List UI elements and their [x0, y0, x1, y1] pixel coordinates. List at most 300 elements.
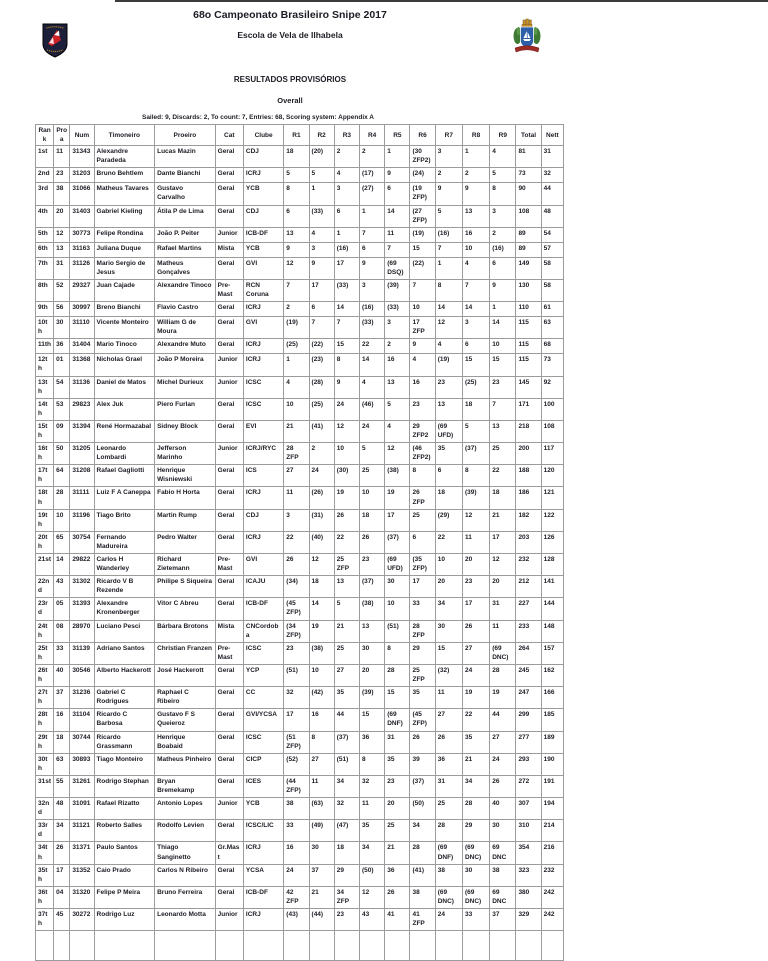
cell-rank: 23rd — [36, 598, 54, 620]
cell-proeiro: Átila P de Lima — [155, 205, 216, 227]
cell-rank: 37th — [36, 909, 54, 931]
cell-clube: ICAJU — [243, 576, 283, 598]
cell-r7: 3 — [435, 146, 462, 168]
cell-r2: 10 — [309, 664, 334, 686]
cell-r6: 29 — [410, 642, 435, 664]
cell-nett: 148 — [541, 620, 563, 642]
cell-r5: 31 — [385, 731, 410, 753]
cell-rank: 21st — [36, 554, 54, 576]
cell-proeiro: William G de Moura — [155, 317, 216, 339]
cell-r2: (26) — [309, 487, 334, 509]
cell-cat: Junior — [215, 376, 243, 398]
cell-proa: 34 — [54, 820, 70, 842]
cell-proa: 43 — [54, 576, 70, 598]
cell-r3: 35 — [334, 687, 359, 709]
table-row — [36, 317, 564, 339]
cell-proeiro: Henrique Wisniewski — [155, 465, 216, 487]
cell-r1: 3 — [284, 509, 309, 531]
cell-clube: YCB — [243, 242, 283, 257]
cell-rank: 30th — [36, 753, 54, 775]
cell-r5: 16 — [385, 354, 410, 376]
cell-r9: 14 — [490, 317, 516, 339]
cell-cat: Geral — [215, 753, 243, 775]
cell-cat: Geral — [215, 146, 243, 168]
cell-r8: 20 — [462, 554, 489, 576]
cell-r2: (41) — [309, 420, 334, 442]
cell-r2 — [309, 931, 334, 961]
cell-r4: 3 — [360, 279, 385, 301]
cell-timoneiro: Alex Juk — [94, 398, 155, 420]
cell-total: 212 — [516, 576, 541, 598]
cell-rank: 24th — [36, 620, 54, 642]
cell-timoneiro: Paulo Santos — [94, 842, 155, 864]
cell-proa: 65 — [54, 531, 70, 553]
cell-r2: (23) — [309, 354, 334, 376]
cell-r8: 11 — [462, 531, 489, 553]
table-header-row — [36, 125, 564, 146]
cell-nett: 54 — [541, 227, 563, 242]
cell-num: 30754 — [70, 531, 94, 553]
cell-r4: 11 — [360, 798, 385, 820]
table-row — [36, 753, 564, 775]
table-row — [36, 487, 564, 509]
cell-r1: 16 — [284, 842, 309, 864]
cell-proeiro: Fabio H Horta — [155, 487, 216, 509]
cell-total: 81 — [516, 146, 541, 168]
cell-r4: 15 — [360, 709, 385, 731]
cell-clube: ICRJ — [243, 487, 283, 509]
cell-total: 232 — [516, 554, 541, 576]
cell-proeiro: Gustavo F S Queieroz — [155, 709, 216, 731]
cell-r9: 18 — [490, 487, 516, 509]
cell-r6: 38 — [410, 886, 435, 908]
cell-r4: (33) — [360, 317, 385, 339]
cell-r1: (44 ZFP) — [284, 775, 309, 797]
cell-total: 227 — [516, 598, 541, 620]
cell-proeiro: Philipe S Siqueira — [155, 576, 216, 598]
cell-r1: 26 — [284, 554, 309, 576]
cell-r6: 17 ZFP — [410, 317, 435, 339]
cell-cat: Mista — [215, 620, 243, 642]
cell-num: 31343 — [70, 146, 94, 168]
cell-total: 200 — [516, 443, 541, 465]
cell-cat: Geral — [215, 775, 243, 797]
cell-timoneiro: Alexandre Paradeda — [94, 146, 155, 168]
cell-r7: (69 UFD) — [435, 420, 462, 442]
page-top-edge-line — [115, 0, 768, 2]
cell-r8: 2 — [462, 168, 489, 183]
cell-r1: 6 — [284, 205, 309, 227]
cell-r7: 27 — [435, 709, 462, 731]
cell-clube: ICSC/LIC — [243, 820, 283, 842]
cell-nett: 214 — [541, 820, 563, 842]
cell-r1: (34 ZFP) — [284, 620, 309, 642]
column-header-r5: R5 — [385, 125, 410, 146]
cell-timoneiro: Tiago Monteiro — [94, 753, 155, 775]
cell-proeiro: Rodolfo Levien — [155, 820, 216, 842]
cell-r3: 23 — [334, 909, 359, 931]
cell-r7: 28 — [435, 820, 462, 842]
cell-r2: 11 — [309, 775, 334, 797]
cell-r7: 1 — [435, 257, 462, 279]
cell-proa: 52 — [54, 279, 70, 301]
column-header-clube: Clube — [243, 125, 283, 146]
cell-proeiro: Alexandre Muto — [155, 339, 216, 354]
cell-r6: (50) — [410, 798, 435, 820]
cell-num: 31111 — [70, 487, 94, 509]
cell-r8: 26 — [462, 620, 489, 642]
cell-r8: (69 DNC) — [462, 842, 489, 864]
cell-proa: 16 — [54, 709, 70, 731]
cell-r2: 37 — [309, 864, 334, 886]
cell-r4: 22 — [360, 339, 385, 354]
cell-rank: 32nd — [36, 798, 54, 820]
cell-r2: 24 — [309, 465, 334, 487]
cell-clube: ICRJ/RYC — [243, 443, 283, 465]
cell-r7: 12 — [435, 317, 462, 339]
cell-nett: 68 — [541, 339, 563, 354]
cell-r8: 18 — [462, 398, 489, 420]
cell-proa: 26 — [54, 842, 70, 864]
cell-r1: 38 — [284, 798, 309, 820]
cell-r4: 25 — [360, 465, 385, 487]
column-header-proa: Proa — [54, 125, 70, 146]
cell-total: 73 — [516, 168, 541, 183]
cell-rank: 9th — [36, 302, 54, 317]
cell-proa: 45 — [54, 909, 70, 931]
cell-cat: Geral — [215, 168, 243, 183]
table-row — [36, 576, 564, 598]
cell-nett: 126 — [541, 531, 563, 553]
cell-total: 130 — [516, 279, 541, 301]
cell-rank: 20th — [36, 531, 54, 553]
table-row — [36, 598, 564, 620]
cell-proeiro: Richard Zietemann — [155, 554, 216, 576]
cell-timoneiro: Bruno Behtlem — [94, 168, 155, 183]
cell-timoneiro: Luiz F A Caneppa — [94, 487, 155, 509]
cell-r9: 69 DNC — [490, 842, 516, 864]
cell-r3: 24 — [334, 398, 359, 420]
cell-r5: 14 — [385, 205, 410, 227]
column-header-r7: R7 — [435, 125, 462, 146]
cell-total: 115 — [516, 339, 541, 354]
cell-clube: YCSA — [243, 864, 283, 886]
cell-r6: (19) — [410, 227, 435, 242]
column-header-timoneiro: Timoneiro — [94, 125, 155, 146]
cell-r3: 7 — [334, 317, 359, 339]
cell-clube: CNCordoba — [243, 620, 283, 642]
cell-r8: 1 — [462, 146, 489, 168]
cell-total: 329 — [516, 909, 541, 931]
cell-num: 30546 — [70, 664, 94, 686]
cell-r3: 2 — [334, 146, 359, 168]
cell-clube: ICSC — [243, 398, 283, 420]
cell-num — [70, 931, 94, 961]
cell-rank: 16th — [36, 443, 54, 465]
cell-r6: 41 ZFP — [410, 909, 435, 931]
cell-total: 380 — [516, 886, 541, 908]
cell-r6: 28 ZFP — [410, 620, 435, 642]
cell-proa: 64 — [54, 465, 70, 487]
cell-cat: Geral — [215, 709, 243, 731]
cell-r7: 2 — [435, 168, 462, 183]
cell-clube: ICS — [243, 465, 283, 487]
cell-r6: (19 ZFP) — [410, 183, 435, 205]
cell-r9: 22 — [490, 465, 516, 487]
cell-rank: 26th — [36, 664, 54, 686]
cell-r9: 21 — [490, 509, 516, 531]
cell-r8: 3 — [462, 317, 489, 339]
cell-timoneiro: Fernando Madureira — [94, 531, 155, 553]
cell-nett: 32 — [541, 168, 563, 183]
cell-r1: (25) — [284, 339, 309, 354]
cell-r4: 8 — [360, 753, 385, 775]
cell-r3: 34 ZFP — [334, 886, 359, 908]
cell-proa: 10 — [54, 509, 70, 531]
cell-r8: 23 — [462, 576, 489, 598]
cell-r8: 8 — [462, 465, 489, 487]
cell-r7: 25 — [435, 798, 462, 820]
cell-proeiro: Henrique Boabaid — [155, 731, 216, 753]
column-header-r4: R4 — [360, 125, 385, 146]
cell-r5: 35 — [385, 753, 410, 775]
cell-r8: (25) — [462, 376, 489, 398]
cell-r4: 10 — [360, 487, 385, 509]
cell-r6: 9 — [410, 339, 435, 354]
cell-r4: 5 — [360, 443, 385, 465]
cell-cat: Gr.Mast — [215, 842, 243, 864]
cell-r1: 9 — [284, 242, 309, 257]
cell-r4: (16) — [360, 302, 385, 317]
cell-r4: 35 — [360, 820, 385, 842]
cell-r6: 28 — [410, 842, 435, 864]
cell-rank: 4th — [36, 205, 54, 227]
table-row — [36, 509, 564, 531]
cell-r6 — [410, 931, 435, 961]
cell-r4: 13 — [360, 620, 385, 642]
cell-r4: 34 — [360, 842, 385, 864]
cell-cat: Geral — [215, 183, 243, 205]
cell-proeiro: Lucas Mazin — [155, 146, 216, 168]
cell-cat: Geral — [215, 598, 243, 620]
cell-num: 31121 — [70, 820, 94, 842]
cell-timoneiro: Rodrigo Luz — [94, 909, 155, 931]
cell-cat: Mista — [215, 242, 243, 257]
cell-proeiro: Rafael Martins — [155, 242, 216, 257]
cell-r5: (39) — [385, 279, 410, 301]
cell-r2: (31) — [309, 509, 334, 531]
table-row — [36, 227, 564, 242]
cell-timoneiro: Luciano Pesci — [94, 620, 155, 642]
cell-r1: 24 — [284, 864, 309, 886]
cell-num: 31104 — [70, 709, 94, 731]
cell-rank: 3rd — [36, 183, 54, 205]
cell-r3: 14 — [334, 302, 359, 317]
cell-proa: 40 — [54, 664, 70, 686]
cell-r5: 28 — [385, 664, 410, 686]
cell-cat: Junior — [215, 227, 243, 242]
cell-r6: (45 ZFP) — [410, 709, 435, 731]
cell-nett: 128 — [541, 554, 563, 576]
cell-r1: 10 — [284, 398, 309, 420]
cell-r5: 8 — [385, 642, 410, 664]
cell-clube: ICES — [243, 775, 283, 797]
cell-r2: 5 — [309, 168, 334, 183]
cell-nett: 242 — [541, 909, 563, 931]
cell-r3: 9 — [334, 376, 359, 398]
cell-clube: ICB-DF — [243, 227, 283, 242]
cell-r4: 2 — [360, 146, 385, 168]
cell-r2: (38) — [309, 642, 334, 664]
cell-r2: (63) — [309, 798, 334, 820]
cell-r8: 22 — [462, 709, 489, 731]
cell-r9: (69 DNC) — [490, 642, 516, 664]
table-row — [36, 886, 564, 908]
cell-r9: 17 — [490, 531, 516, 553]
cell-r7: 7 — [435, 242, 462, 257]
cell-proeiro: Sidney Block — [155, 420, 216, 442]
cell-rank: 34th — [36, 842, 54, 864]
cell-clube: GVI — [243, 554, 283, 576]
column-header-num: Num — [70, 125, 94, 146]
cell-r8: 12 — [462, 509, 489, 531]
cell-rank: 7th — [36, 257, 54, 279]
cell-r4: 36 — [360, 731, 385, 753]
cell-clube: GVI/YCSA — [243, 709, 283, 731]
cell-proeiro: Matheus Gonçalves — [155, 257, 216, 279]
cell-r8: (39) — [462, 487, 489, 509]
cell-r4 — [360, 931, 385, 961]
cell-r2: (49) — [309, 820, 334, 842]
cell-r5: (69 UFD) — [385, 554, 410, 576]
cell-nett: 31 — [541, 146, 563, 168]
cell-r7: 6 — [435, 465, 462, 487]
cell-proa: 01 — [54, 354, 70, 376]
cell-r3: 19 — [334, 487, 359, 509]
cell-r9: 69 DNC — [490, 886, 516, 908]
cell-rank: 17th — [36, 465, 54, 487]
cell-r2: (40) — [309, 531, 334, 553]
cell-num: 31320 — [70, 886, 94, 908]
cell-nett: 189 — [541, 731, 563, 753]
cell-r4: 30 — [360, 642, 385, 664]
cell-r2: (28) — [309, 376, 334, 398]
cell-cat: Pre-Mast — [215, 279, 243, 301]
cell-r6: (37) — [410, 775, 435, 797]
cell-total: 354 — [516, 842, 541, 864]
cell-r7: 8 — [435, 279, 462, 301]
table-row — [36, 354, 564, 376]
cell-r4: 26 — [360, 531, 385, 553]
cell-proa: 30 — [54, 317, 70, 339]
cell-r5: 26 — [385, 886, 410, 908]
cell-r7: 26 — [435, 731, 462, 753]
cell-clube: GVI — [243, 317, 283, 339]
cell-nett: 57 — [541, 242, 563, 257]
cell-r8: 30 — [462, 864, 489, 886]
cell-r9: 11 — [490, 620, 516, 642]
cell-cat: Geral — [215, 398, 243, 420]
cell-r3: 13 — [334, 576, 359, 598]
cell-r6: (22) — [410, 257, 435, 279]
cell-timoneiro: Breno Bianchi — [94, 302, 155, 317]
cell-r6: (24) — [410, 168, 435, 183]
cell-r2: 12 — [309, 554, 334, 576]
table-row — [36, 257, 564, 279]
cell-clube: CICP — [243, 753, 283, 775]
column-header-r8: R8 — [462, 125, 489, 146]
cell-total: 307 — [516, 798, 541, 820]
cell-r3: 4 — [334, 168, 359, 183]
cell-total: 277 — [516, 731, 541, 753]
cell-clube: EVI — [243, 420, 283, 442]
cell-cat: Geral — [215, 339, 243, 354]
cell-r9: (16) — [490, 242, 516, 257]
cell-rank: 18th — [36, 487, 54, 509]
table-row — [36, 146, 564, 168]
cell-total: 245 — [516, 664, 541, 686]
cell-r7: 23 — [435, 376, 462, 398]
cell-r3: 10 — [334, 443, 359, 465]
cell-nett: 162 — [541, 664, 563, 686]
cell-r4: 6 — [360, 242, 385, 257]
cell-r3: 3 — [334, 183, 359, 205]
cell-proa: 13 — [54, 242, 70, 257]
cell-r3: (16) — [334, 242, 359, 257]
cell-nett: 48 — [541, 205, 563, 227]
cell-r8: 27 — [462, 642, 489, 664]
cell-r5: 21 — [385, 842, 410, 864]
cell-r8: 14 — [462, 302, 489, 317]
cell-r6: (35 ZFP) — [410, 554, 435, 576]
table-row — [36, 205, 564, 227]
table-row — [36, 183, 564, 205]
cell-r5: 12 — [385, 443, 410, 465]
cell-proa — [54, 931, 70, 961]
table-row — [36, 775, 564, 797]
cell-r7: 11 — [435, 687, 462, 709]
column-header-cat: Cat — [215, 125, 243, 146]
cell-r4: 24 — [360, 420, 385, 442]
cell-num: 28970 — [70, 620, 94, 642]
cell-proeiro: Leonardo Motta — [155, 909, 216, 931]
column-header-r6: R6 — [410, 125, 435, 146]
cell-cat: Geral — [215, 205, 243, 227]
cell-proa: 50 — [54, 443, 70, 465]
cell-cat: Geral — [215, 731, 243, 753]
cell-r5: 2 — [385, 339, 410, 354]
cell-nett: 232 — [541, 864, 563, 886]
cell-proa: 23 — [54, 168, 70, 183]
cell-rank: 15th — [36, 420, 54, 442]
table-row — [36, 820, 564, 842]
cell-r2: (25) — [309, 398, 334, 420]
cell-r6: 25 — [410, 509, 435, 531]
cell-proeiro: Gustavo Carvalho — [155, 183, 216, 205]
cell-r4: 23 — [360, 554, 385, 576]
cell-r5: 7 — [385, 242, 410, 257]
table-row — [36, 279, 564, 301]
cell-clube: ICRJ — [243, 302, 283, 317]
cell-proeiro: Thiago Sanginetto — [155, 842, 216, 864]
cell-r6: 7 — [410, 279, 435, 301]
table-row — [36, 864, 564, 886]
cell-r8: 4 — [462, 257, 489, 279]
cell-r4: 4 — [360, 376, 385, 398]
results-table — [35, 124, 564, 961]
cell-num: 31066 — [70, 183, 94, 205]
cell-proa: 14 — [54, 554, 70, 576]
